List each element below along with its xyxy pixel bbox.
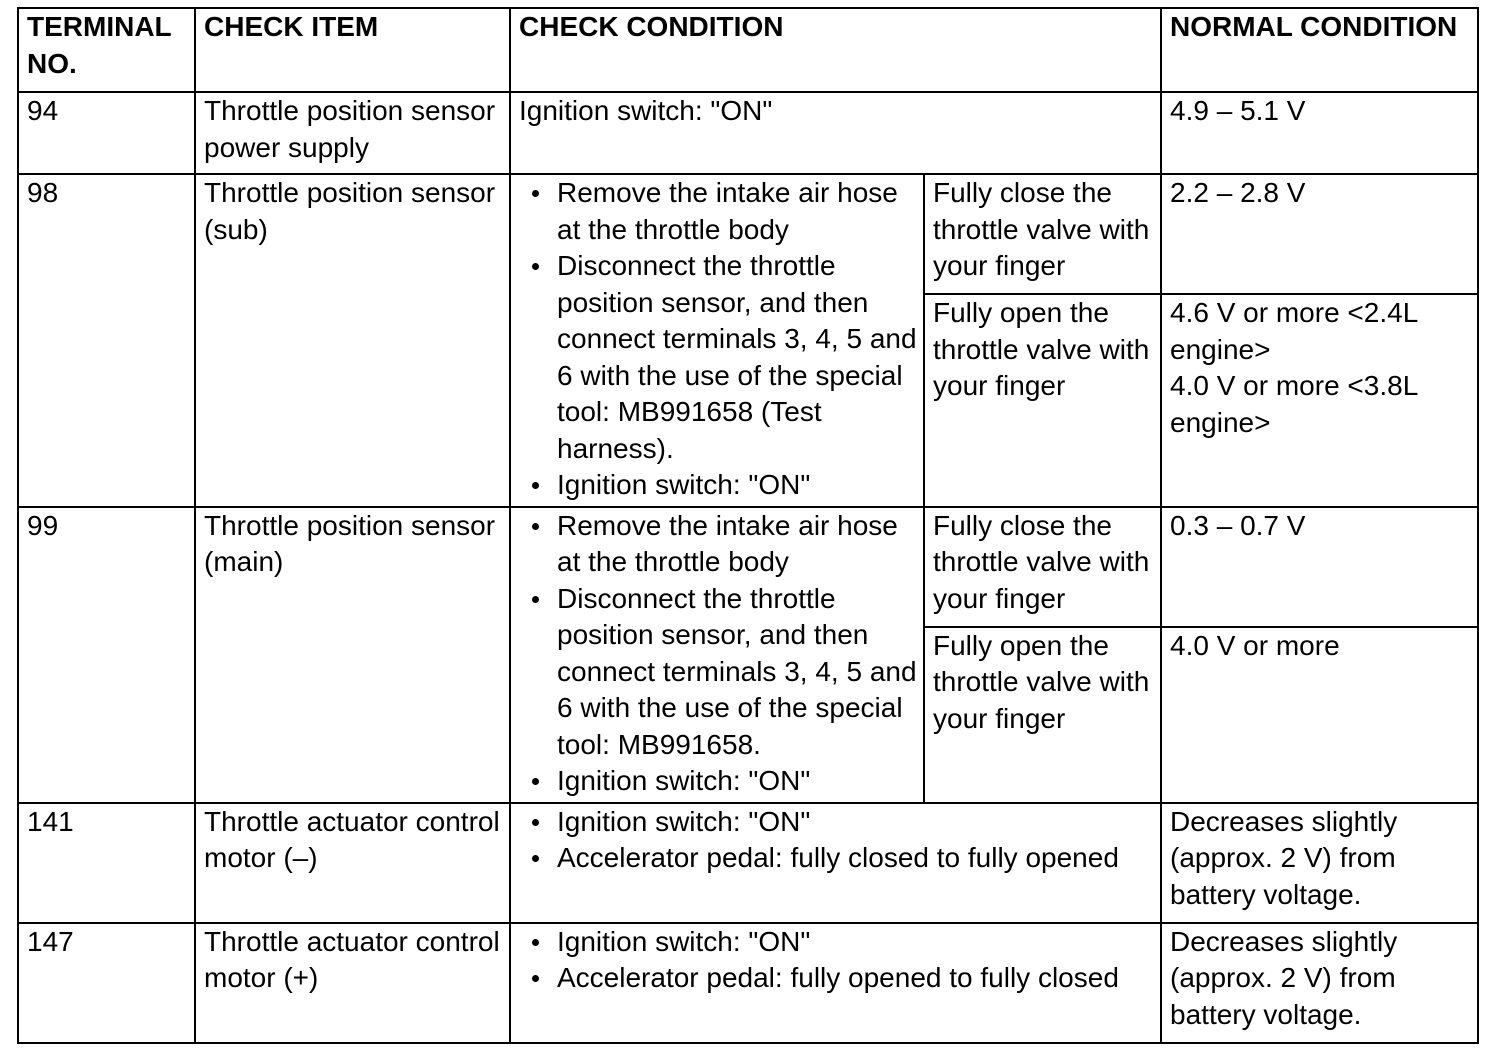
check-item: Throttle position sensor (main): [195, 507, 510, 803]
list-item: Disconnect the throttle position sensor, and then connect terminals 3, 4, 5 and 6 with the use of the special tool: MB991658 (Test harness).: [557, 248, 917, 467]
normal-condition: Decreases slightly (approx. 2 V) from battery voltage.: [1161, 923, 1478, 1043]
terminal-no: 94: [18, 92, 195, 174]
condition-list: [519, 508, 917, 800]
header-check-condition: CHECK CONDITION: [510, 8, 1161, 92]
table-row: [18, 803, 1478, 923]
terminal-check-table: [17, 7, 1479, 1044]
terminal-no: 98: [18, 174, 195, 507]
normal-line: 4.6 V or more <2.4L engine>: [1170, 297, 1418, 365]
sub-condition: Fully close the throttle valve with your finger: [924, 507, 1161, 627]
sub-condition: Fully open the throttle valve with your finger: [924, 627, 1161, 803]
terminal-no: 147: [18, 923, 195, 1043]
condition-list: [519, 175, 917, 504]
normal-condition: Decreases slightly (approx. 2 V) from battery voltage.: [1161, 803, 1478, 923]
header-row: [18, 8, 1478, 92]
list-item: Ignition switch: "ON": [557, 467, 917, 504]
normal-condition: 0.3 – 0.7 V: [1161, 507, 1478, 627]
check-item: Throttle actuator control motor (+): [195, 923, 510, 1043]
table-row: [18, 174, 1478, 294]
table-row: [18, 923, 1478, 1043]
header-normal-condition: NORMAL CONDITION: [1161, 8, 1478, 92]
normal-condition: 2.2 – 2.8 V: [1161, 174, 1478, 294]
list-item: Ignition switch: "ON": [557, 763, 917, 800]
check-item: Throttle position sensor (sub): [195, 174, 510, 507]
normal-condition: 4.0 V or more: [1161, 627, 1478, 803]
check-condition: [510, 923, 1161, 1043]
condition-list: [519, 804, 1154, 877]
list-item: Remove the intake air hose at the throttle body: [557, 508, 917, 581]
list-item: Ignition switch: "ON": [557, 804, 1154, 841]
normal-condition: 4.9 – 5.1 V: [1161, 92, 1478, 174]
check-condition: Ignition switch: "ON": [510, 92, 1161, 174]
list-item: Accelerator pedal: fully opened to fully closed: [557, 960, 1154, 997]
table-row: [18, 507, 1478, 627]
sub-condition: Fully close the throttle valve with your finger: [924, 174, 1161, 294]
table-row: [18, 92, 1478, 174]
condition-list: [519, 924, 1154, 997]
check-condition: [510, 803, 1161, 923]
check-item: Throttle actuator control motor (–): [195, 803, 510, 923]
header-terminal: TERMINAL NO.: [18, 8, 195, 92]
check-condition: [510, 507, 924, 803]
check-item: Throttle position sensor power supply: [195, 92, 510, 174]
header-check-item: CHECK ITEM: [195, 8, 510, 92]
normal-condition: [1161, 294, 1478, 507]
list-item: Remove the intake air hose at the throttle body: [557, 175, 917, 248]
sub-condition: Fully open the throttle valve with your finger: [924, 294, 1161, 507]
check-condition: [510, 174, 924, 507]
terminal-no: 141: [18, 803, 195, 923]
list-item: Ignition switch: "ON": [557, 924, 1154, 961]
list-item: Disconnect the throttle position sensor, and then connect terminals 3, 4, 5 and 6 with the use of the special tool: MB991658.: [557, 581, 917, 764]
terminal-no: 99: [18, 507, 195, 803]
normal-line: 4.0 V or more <3.8L engine>: [1170, 370, 1418, 438]
list-item: Accelerator pedal: fully closed to fully opened: [557, 840, 1154, 877]
